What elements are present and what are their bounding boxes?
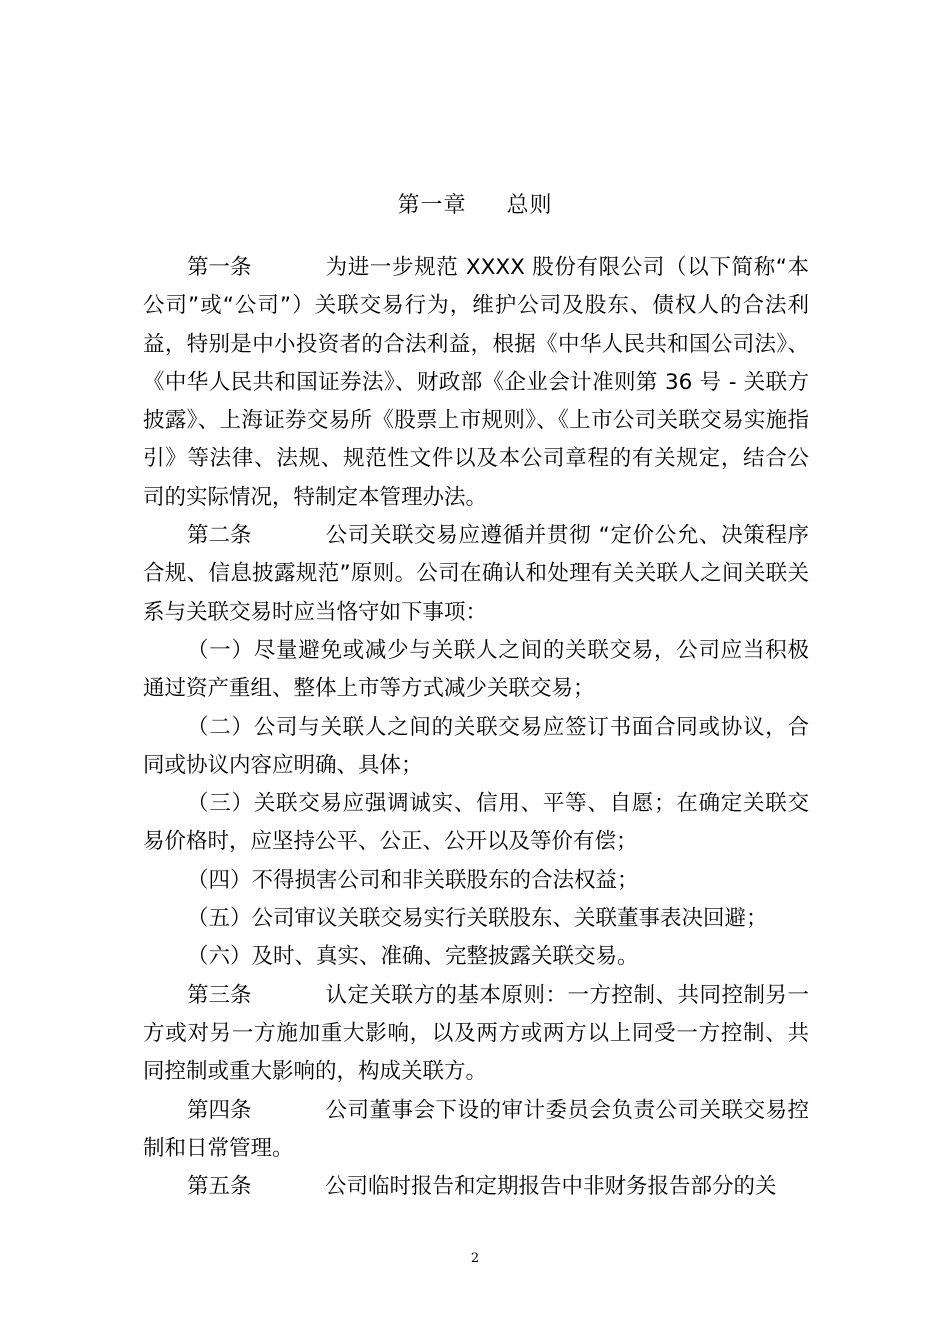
list-item-4: （四）不得损害公司和非关联股东的合法权益； — [187, 867, 639, 893]
article-text: 认定关联方的基本原则：一方控制、共同控制另一方或对另一方施加重大影响，以及两方或两方以上同受一方控制、共同控制或重大影响的，构成关联方。 — [143, 982, 809, 1085]
article-1 — [143, 249, 809, 517]
document-body — [143, 249, 809, 1206]
article-text: 公司关联交易应遵循并贯彻 “定价公允、决策程序合规、信息披露规范”原则。公司在确认和处理有关关联人之间关联关系与关联交易时应当恪守如下事项： — [143, 523, 809, 625]
article-number: 第五条 — [187, 1174, 252, 1200]
list-item-2: （二）公司与关联人之间的关联交易应签订书面合同或协议，合同或协议内容应明确、具体； — [143, 714, 809, 778]
article-text: 公司董事会下设的审计委员会负责公司关联交易控制和日常管理。 — [143, 1097, 809, 1161]
article-2 — [143, 517, 809, 632]
article-number: 第二条 — [187, 523, 252, 549]
article-text: 为进一步规范 XXXX 股份有限公司（以下简称“本公司”或“公司”）关联交易行为，维护公司及股东、债权人的合法利益，特别是中小投资者的合法利益，根据《中华人民共和国公司法》、《中华人民共和国证券法》、财政部《企业会计准则第 36 号 - 关联方披露》、上海证券交易所《股票上市规则》、《上市公司关联交易实施指引》等法律、法规、规范性文件以及本公司章程的有关规定，结合公司的实际情况，特制定本管理办法。 — [143, 255, 809, 510]
page-number: 2 — [470, 1251, 480, 1266]
article-5 — [143, 1168, 809, 1206]
list-item-5: （五）公司审议关联交易实行关联股东、关联董事表决回避； — [187, 906, 768, 932]
list-item-6: （六）及时、真实、准确、完整披露关联交易。 — [187, 944, 639, 970]
article-3 — [143, 977, 809, 1092]
chapter-heading — [0, 187, 950, 225]
list-item-1: （一）尽量避免或减少与关联人之间的关联交易，公司应当积极通过资产重组、整体上市等方式减少关联交易； — [143, 637, 809, 702]
chapter-title: 总则 — [506, 193, 553, 218]
list-item-3: （三）关联交易应强调诚实、信用、平等、自愿；在确定关联交易价格时，应坚持公平、公正、公开以及等价有偿； — [143, 791, 809, 855]
chapter-number: 第一章 — [397, 193, 467, 218]
article-number: 第四条 — [187, 1097, 252, 1123]
article-text: 公司临时报告和定期报告中非财务报告部分的关 — [325, 1174, 777, 1200]
article-number: 第一条 — [187, 255, 252, 280]
article-number: 第三条 — [187, 982, 252, 1008]
article-4 — [143, 1092, 809, 1169]
